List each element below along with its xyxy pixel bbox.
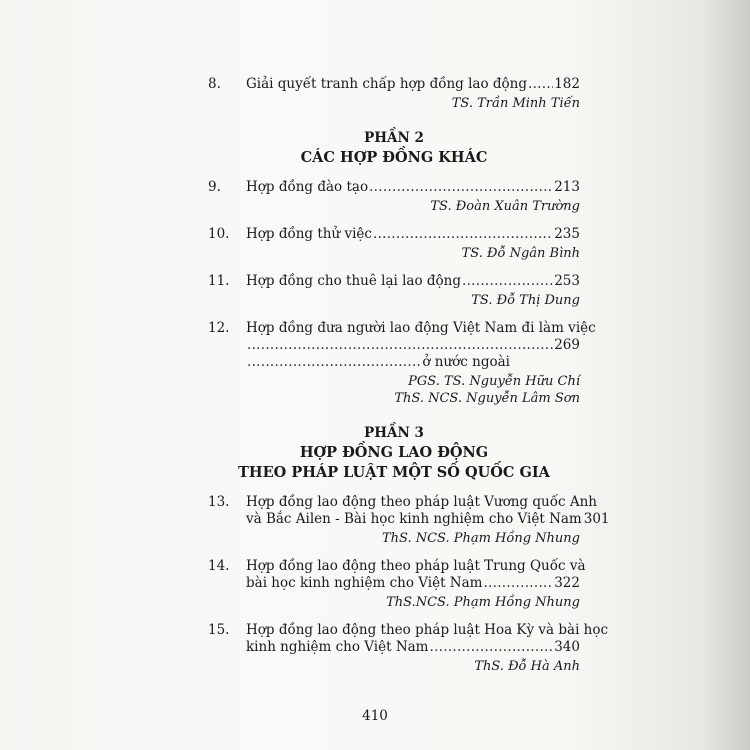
table-of-contents [208,76,610,675]
entry-title: Hợp đồng lao động theo pháp luật Hoa Kỳ và bài học [246,622,609,638]
entry-title: Giải quyết tranh chấp hợp đồng lao động [246,76,527,92]
part-2-title: CÁC HỢP ĐỒNG KHÁC [300,149,488,166]
entry-title: Hợp đồng lao động theo pháp luật Trung Quốc và [246,558,586,574]
entry-page: 269 [554,337,580,353]
entry-title-cont: bài học kinh nghiệm cho Việt Nam [246,575,483,591]
toc-entry-10 [208,226,580,262]
toc-entry-line [208,179,580,196]
entry-title-cont: kinh nghiệm cho Việt Nam [246,639,429,655]
toc-entry-line [208,639,580,656]
entry-number: 15. [208,622,230,638]
dot-leader [462,273,553,290]
entry-page: 322 [554,575,580,591]
entry-author: ThS. Đỗ Hà Anh [474,659,580,674]
toc-entry-15 [208,622,609,675]
entry-number: 8. [208,76,221,92]
entry-number: 12. [208,320,230,336]
toc-entry-line [208,511,610,528]
part-3-title: HỢP ĐỒNG LAO ĐỘNG [299,444,489,461]
entry-page: 235 [554,226,580,242]
entry-number: 10. [208,226,230,242]
entry-author: TS. Đoàn Xuân Trường [430,199,580,214]
entry-author: ThS.NCS. Phạm Hồng Nhung [386,595,580,610]
toc-entry-9 [208,179,580,215]
dot-leader [247,337,553,354]
entry-author: ThS. NCS. Phạm Hồng Nhung [381,531,580,546]
dot-leader [369,179,553,196]
entry-number: 9. [208,179,221,195]
toc-entry-line [208,273,580,290]
entry-title: Hợp đồng lao động theo pháp luật Vương quốc Anh [246,494,597,510]
entry-title-cont: và Bắc Ailen - Bài học kinh nghiệm cho Việt Nam [246,511,582,527]
toc-entry-line [208,622,609,639]
entry-author: ThS. NCS. Nguyễn Lâm Sơn [394,391,580,406]
entry-title: Hợp đồng thử việc [246,226,372,242]
dot-leader [429,639,553,656]
toc-entry-line [208,494,597,511]
entry-page: 340 [554,639,580,655]
toc-entry-line [208,337,580,354]
toc-entry-line [208,575,580,592]
entry-author: PGS. TS. Nguyễn Hữu Chí [408,374,580,389]
toc-entry-11 [208,273,580,309]
toc-entry-8 [208,76,580,112]
part-2-label: PHẦN 2 [364,130,424,146]
toc-entry-line [208,558,586,575]
entry-page: 182 [554,76,580,92]
entry-author: TS. Trần Minh Tiến [451,96,580,111]
entry-page: 253 [554,273,580,289]
toc-entry-13 [208,494,610,547]
entry-title: Hợp đồng đưa người lao động Việt Nam đi làm việc [246,320,596,336]
dot-leader [373,226,553,243]
entry-number: 14. [208,558,230,574]
page-number: 410 [362,708,388,724]
entry-page: 213 [554,179,580,195]
entry-title: Hợp đồng đào tạo [246,179,369,195]
toc-entry-12 [208,320,596,407]
toc-entry-line [208,320,596,337]
entry-number: 13. [208,494,230,510]
part-3-title: THEO PHÁP LUẬT MỘT SỐ QUỐC GIA [238,464,550,481]
toc-entry-line [208,76,580,93]
part-3-label: PHẦN 3 [364,425,424,441]
dot-leader [483,575,553,592]
toc-entry-line [208,354,580,371]
entry-page: 301 [583,511,610,527]
entry-author: TS. Đỗ Ngân Bình [461,246,580,261]
entry-author: TS. Đỗ Thị Dung [471,293,580,308]
dot-leader [247,354,421,371]
toc-entry-14 [208,558,586,611]
entry-number: 11. [208,273,230,289]
toc-entry-line [208,226,580,243]
entry-title-cont: ở nước ngoài [422,354,510,370]
dot-leader [528,76,553,93]
entry-title: Hợp đồng cho thuê lại lao động [246,273,461,289]
